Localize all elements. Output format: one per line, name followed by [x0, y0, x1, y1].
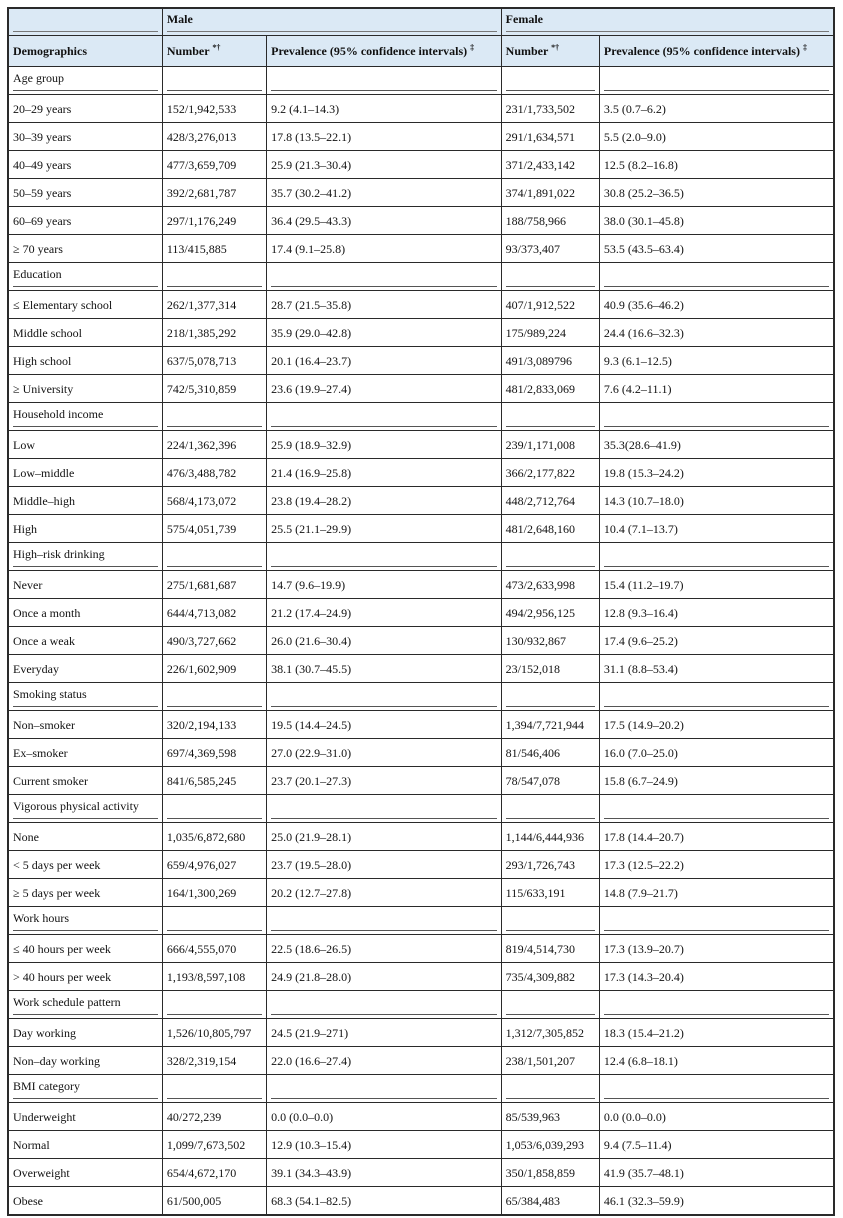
category-row — [8, 907, 834, 935]
male-number: 262/1,377,314 — [162, 291, 266, 319]
male-prevalence: 24.5 (21.9–271) — [267, 1019, 502, 1047]
row-label: > 40 hours per week — [8, 963, 162, 991]
footnote-mark: ‡ — [470, 43, 475, 52]
male-number: 328/2,319,154 — [162, 1047, 266, 1075]
female-number: 350/1,858,859 — [501, 1159, 599, 1187]
female-number: 231/1,733,502 — [501, 95, 599, 123]
table-body — [8, 67, 834, 1216]
male-number: 841/6,585,245 — [162, 767, 266, 795]
male-number: 1,526/10,805,797 — [162, 1019, 266, 1047]
blank-cell — [599, 403, 834, 431]
male-number: 297/1,176,249 — [162, 207, 266, 235]
header-demographics: Demographics — [8, 36, 162, 67]
female-number: 85/539,963 — [501, 1103, 599, 1131]
row-label: ≤ Elementary school — [8, 291, 162, 319]
table-row — [8, 1103, 834, 1131]
category-label: Household income — [8, 403, 162, 431]
female-number: 366/2,177,822 — [501, 459, 599, 487]
male-number: 477/3,659,709 — [162, 151, 266, 179]
table-row — [8, 151, 834, 179]
female-prevalence: 24.4 (16.6–32.3) — [599, 319, 834, 347]
row-label: ≥ 70 years — [8, 235, 162, 263]
female-prevalence: 17.5 (14.9–20.2) — [599, 711, 834, 739]
male-number: 218/1,385,292 — [162, 319, 266, 347]
male-number: 61/500,005 — [162, 1187, 266, 1216]
blank-cell — [599, 543, 834, 571]
male-number: 476/3,488,782 — [162, 459, 266, 487]
male-number: 40/272,239 — [162, 1103, 266, 1131]
blank-cell — [267, 1075, 502, 1103]
blank-cell — [501, 403, 599, 431]
female-number: 239/1,171,008 — [501, 431, 599, 459]
blank-cell — [162, 403, 266, 431]
category-label: Smoking status — [8, 683, 162, 711]
header-blank-cell — [8, 8, 162, 36]
row-label: Low — [8, 431, 162, 459]
male-prevalence: 12.9 (10.3–15.4) — [267, 1131, 502, 1159]
male-number: 568/4,173,072 — [162, 487, 266, 515]
male-prevalence: 0.0 (0.0–0.0) — [267, 1103, 502, 1131]
header-group-row — [8, 8, 834, 36]
row-label: Never — [8, 571, 162, 599]
row-label: High — [8, 515, 162, 543]
table-row — [8, 1159, 834, 1187]
table-row — [8, 207, 834, 235]
header-sub-row — [8, 36, 834, 67]
male-prevalence: 35.7 (30.2–41.2) — [267, 179, 502, 207]
male-number: 392/2,681,787 — [162, 179, 266, 207]
table-row — [8, 459, 834, 487]
table-row — [8, 571, 834, 599]
row-label: 50–59 years — [8, 179, 162, 207]
male-prevalence: 17.8 (13.5–22.1) — [267, 123, 502, 151]
table-row — [8, 487, 834, 515]
table-row — [8, 319, 834, 347]
male-prevalence: 27.0 (22.9–31.0) — [267, 739, 502, 767]
table-row — [8, 599, 834, 627]
row-label: Underweight — [8, 1103, 162, 1131]
female-number: 293/1,726,743 — [501, 851, 599, 879]
male-number: 742/5,310,859 — [162, 375, 266, 403]
header-female-prevalence: Prevalence (95% confidence intervals) ‡ — [599, 36, 834, 67]
male-prevalence: 39.1 (34.3–43.9) — [267, 1159, 502, 1187]
row-label: Once a weak — [8, 627, 162, 655]
category-row — [8, 1075, 834, 1103]
header-male — [162, 8, 501, 36]
male-number: 644/4,713,082 — [162, 599, 266, 627]
row-label: Day working — [8, 1019, 162, 1047]
blank-cell — [501, 991, 599, 1019]
category-row — [8, 991, 834, 1019]
female-number: 371/2,433,142 — [501, 151, 599, 179]
blank-cell — [599, 1075, 834, 1103]
blank-cell — [501, 795, 599, 823]
male-prevalence: 23.8 (19.4–28.2) — [267, 487, 502, 515]
prevalence-table — [7, 7, 835, 1216]
blank-cell — [599, 991, 834, 1019]
female-prevalence: 16.0 (7.0–25.0) — [599, 739, 834, 767]
table-row — [8, 935, 834, 963]
female-prevalence: 17.3 (13.9–20.7) — [599, 935, 834, 963]
category-row — [8, 683, 834, 711]
male-number: 428/3,276,013 — [162, 123, 266, 151]
male-prevalence: 20.1 (16.4–23.7) — [267, 347, 502, 375]
male-prevalence: 38.1 (30.7–45.5) — [267, 655, 502, 683]
female-number: 23/152,018 — [501, 655, 599, 683]
female-prevalence: 9.3 (6.1–12.5) — [599, 347, 834, 375]
row-label: Low–middle — [8, 459, 162, 487]
female-prevalence: 40.9 (35.6–46.2) — [599, 291, 834, 319]
female-prevalence: 41.9 (35.7–48.1) — [599, 1159, 834, 1187]
female-prevalence: 3.5 (0.7–6.2) — [599, 95, 834, 123]
male-prevalence: 36.4 (29.5–43.3) — [267, 207, 502, 235]
table-row — [8, 1131, 834, 1159]
blank-cell — [162, 795, 266, 823]
table-row — [8, 1187, 834, 1216]
male-prevalence: 21.4 (16.9–25.8) — [267, 459, 502, 487]
female-prevalence: 9.4 (7.5–11.4) — [599, 1131, 834, 1159]
male-prevalence: 24.9 (21.8–28.0) — [267, 963, 502, 991]
row-label: < 5 days per week — [8, 851, 162, 879]
blank-cell — [501, 67, 599, 95]
female-prevalence: 15.8 (6.7–24.9) — [599, 767, 834, 795]
table-row — [8, 235, 834, 263]
row-label: Non–smoker — [8, 711, 162, 739]
blank-cell — [599, 263, 834, 291]
blank-cell — [599, 795, 834, 823]
row-label: 40–49 years — [8, 151, 162, 179]
female-prevalence: 14.3 (10.7–18.0) — [599, 487, 834, 515]
male-number: 575/4,051,739 — [162, 515, 266, 543]
table-row — [8, 515, 834, 543]
header-male-label: Male — [167, 12, 497, 32]
blank-cell — [162, 1075, 266, 1103]
row-label: Overweight — [8, 1159, 162, 1187]
female-prevalence: 30.8 (25.2–36.5) — [599, 179, 834, 207]
row-label: Obese — [8, 1187, 162, 1216]
female-prevalence: 19.8 (15.3–24.2) — [599, 459, 834, 487]
male-prevalence: 21.2 (17.4–24.9) — [267, 599, 502, 627]
male-number: 659/4,976,027 — [162, 851, 266, 879]
male-prevalence: 17.4 (9.1–25.8) — [267, 235, 502, 263]
table-row — [8, 655, 834, 683]
male-prevalence: 23.6 (19.9–27.4) — [267, 375, 502, 403]
table-row — [8, 627, 834, 655]
blank-cell — [599, 683, 834, 711]
blank-cell — [267, 991, 502, 1019]
female-number: 735/4,309,882 — [501, 963, 599, 991]
male-prevalence: 25.0 (21.9–28.1) — [267, 823, 502, 851]
female-number: 81/546,406 — [501, 739, 599, 767]
blank-cell — [267, 403, 502, 431]
male-prevalence: 20.2 (12.7–27.8) — [267, 879, 502, 907]
female-number: 238/1,501,207 — [501, 1047, 599, 1075]
female-number: 374/1,891,022 — [501, 179, 599, 207]
header-male-prevalence: Prevalence (95% confidence intervals) ‡ — [267, 36, 502, 67]
row-label: ≥ University — [8, 375, 162, 403]
male-number: 113/415,885 — [162, 235, 266, 263]
female-prevalence: 12.8 (9.3–16.4) — [599, 599, 834, 627]
female-prevalence: 46.1 (32.3–59.9) — [599, 1187, 834, 1216]
male-number: 1,035/6,872,680 — [162, 823, 266, 851]
female-number: 78/547,078 — [501, 767, 599, 795]
male-number: 275/1,681,687 — [162, 571, 266, 599]
blank-cell — [267, 263, 502, 291]
header-male-number: Number *† — [162, 36, 266, 67]
female-number: 93/373,407 — [501, 235, 599, 263]
female-prevalence: 17.3 (12.5–22.2) — [599, 851, 834, 879]
blank-cell — [162, 991, 266, 1019]
row-label: Current smoker — [8, 767, 162, 795]
category-row — [8, 543, 834, 571]
row-label: Middle school — [8, 319, 162, 347]
female-number: 291/1,634,571 — [501, 123, 599, 151]
female-prevalence: 35.3(28.6–41.9) — [599, 431, 834, 459]
table-row — [8, 123, 834, 151]
blank-cell — [162, 67, 266, 95]
header-female-number: Number *† — [501, 36, 599, 67]
row-label: ≥ 5 days per week — [8, 879, 162, 907]
table-row — [8, 1019, 834, 1047]
category-label: BMI category — [8, 1075, 162, 1103]
male-prevalence: 26.0 (21.6–30.4) — [267, 627, 502, 655]
blank-cell — [267, 795, 502, 823]
female-number: 1,312/7,305,852 — [501, 1019, 599, 1047]
female-prevalence: 12.5 (8.2–16.8) — [599, 151, 834, 179]
table-row — [8, 879, 834, 907]
blank-cell — [599, 907, 834, 935]
female-prevalence: 31.1 (8.8–53.4) — [599, 655, 834, 683]
male-number: 1,193/8,597,108 — [162, 963, 266, 991]
female-number: 819/4,514,730 — [501, 935, 599, 963]
blank-cell — [501, 907, 599, 935]
female-number: 188/758,966 — [501, 207, 599, 235]
male-prevalence: 23.7 (20.1–27.3) — [267, 767, 502, 795]
female-number: 130/932,867 — [501, 627, 599, 655]
table-row — [8, 179, 834, 207]
row-label: Everyday — [8, 655, 162, 683]
male-number: 666/4,555,070 — [162, 935, 266, 963]
table-row — [8, 95, 834, 123]
row-label: None — [8, 823, 162, 851]
female-number: 1,144/6,444,936 — [501, 823, 599, 851]
blank-cell — [267, 67, 502, 95]
table-row — [8, 963, 834, 991]
female-prevalence: 7.6 (4.2–11.1) — [599, 375, 834, 403]
table-row — [8, 767, 834, 795]
table-row — [8, 711, 834, 739]
female-prevalence: 17.4 (9.6–25.2) — [599, 627, 834, 655]
male-number: 697/4,369,598 — [162, 739, 266, 767]
blank-cell — [267, 907, 502, 935]
male-number: 1,099/7,673,502 — [162, 1131, 266, 1159]
female-prevalence: 14.8 (7.9–21.7) — [599, 879, 834, 907]
male-prevalence: 14.7 (9.6–19.9) — [267, 571, 502, 599]
row-label: 20–29 years — [8, 95, 162, 123]
category-row — [8, 263, 834, 291]
blank-cell — [162, 907, 266, 935]
blank-cell — [267, 683, 502, 711]
row-label: ≤ 40 hours per week — [8, 935, 162, 963]
category-row — [8, 403, 834, 431]
female-prevalence: 18.3 (15.4–21.2) — [599, 1019, 834, 1047]
table-row — [8, 347, 834, 375]
table-row — [8, 739, 834, 767]
blank-cell — [501, 683, 599, 711]
row-label: Once a month — [8, 599, 162, 627]
category-label: High–risk drinking — [8, 543, 162, 571]
male-number: 164/1,300,269 — [162, 879, 266, 907]
female-number: 481/2,648,160 — [501, 515, 599, 543]
row-label: 30–39 years — [8, 123, 162, 151]
category-row — [8, 795, 834, 823]
category-label: Work schedule pattern — [8, 991, 162, 1019]
female-number: 491/3,089796 — [501, 347, 599, 375]
male-prevalence: 19.5 (14.4–24.5) — [267, 711, 502, 739]
female-number: 473/2,633,998 — [501, 571, 599, 599]
male-number: 152/1,942,533 — [162, 95, 266, 123]
category-label: Age group — [8, 67, 162, 95]
female-prevalence: 12.4 (6.8–18.1) — [599, 1047, 834, 1075]
row-label: Middle–high — [8, 487, 162, 515]
blank-cell — [501, 263, 599, 291]
female-number: 175/989,224 — [501, 319, 599, 347]
male-prevalence: 25.9 (18.9–32.9) — [267, 431, 502, 459]
female-number: 115/633,191 — [501, 879, 599, 907]
male-prevalence: 23.7 (19.5–28.0) — [267, 851, 502, 879]
blank-cell — [162, 543, 266, 571]
footnote-mark: ‡ — [802, 43, 807, 52]
table-row — [8, 375, 834, 403]
blank-cell — [501, 1075, 599, 1103]
footnote-marks: *† — [212, 43, 221, 52]
female-number: 1,053/6,039,293 — [501, 1131, 599, 1159]
male-prevalence: 9.2 (4.1–14.3) — [267, 95, 502, 123]
table-row — [8, 823, 834, 851]
category-row — [8, 67, 834, 95]
male-prevalence: 22.0 (16.6–27.4) — [267, 1047, 502, 1075]
female-number: 448/2,712,764 — [501, 487, 599, 515]
male-number: 654/4,672,170 — [162, 1159, 266, 1187]
blank-cell — [162, 263, 266, 291]
female-prevalence: 53.5 (43.5–63.4) — [599, 235, 834, 263]
female-number: 481/2,833,069 — [501, 375, 599, 403]
male-number: 490/3,727,662 — [162, 627, 266, 655]
male-prevalence: 35.9 (29.0–42.8) — [267, 319, 502, 347]
table-row — [8, 851, 834, 879]
row-label: High school — [8, 347, 162, 375]
female-prevalence: 38.0 (30.1–45.8) — [599, 207, 834, 235]
male-prevalence: 25.9 (21.3–30.4) — [267, 151, 502, 179]
footnote-marks: *† — [551, 43, 560, 52]
male-number: 224/1,362,396 — [162, 431, 266, 459]
table-row — [8, 1047, 834, 1075]
table-row — [8, 291, 834, 319]
row-label: Ex–smoker — [8, 739, 162, 767]
row-label: 60–69 years — [8, 207, 162, 235]
row-label: Normal — [8, 1131, 162, 1159]
blank-cell — [267, 543, 502, 571]
blank-cell — [162, 683, 266, 711]
male-prevalence: 28.7 (21.5–35.8) — [267, 291, 502, 319]
male-number: 637/5,078,713 — [162, 347, 266, 375]
male-prevalence: 22.5 (18.6–26.5) — [267, 935, 502, 963]
male-prevalence: 25.5 (21.1–29.9) — [267, 515, 502, 543]
table-row — [8, 431, 834, 459]
row-label: Non–day working — [8, 1047, 162, 1075]
category-label: Education — [8, 263, 162, 291]
male-prevalence: 68.3 (54.1–82.5) — [267, 1187, 502, 1216]
female-number: 1,394/7,721,944 — [501, 711, 599, 739]
header-female-label: Female — [506, 12, 829, 32]
female-prevalence: 17.3 (14.3–20.4) — [599, 963, 834, 991]
male-number: 226/1,602,909 — [162, 655, 266, 683]
category-label: Work hours — [8, 907, 162, 935]
female-number: 494/2,956,125 — [501, 599, 599, 627]
female-prevalence: 17.8 (14.4–20.7) — [599, 823, 834, 851]
blank-cell — [501, 543, 599, 571]
male-number: 320/2,194,133 — [162, 711, 266, 739]
female-prevalence: 15.4 (11.2–19.7) — [599, 571, 834, 599]
female-prevalence: 10.4 (7.1–13.7) — [599, 515, 834, 543]
female-number: 65/384,483 — [501, 1187, 599, 1216]
female-number: 407/1,912,522 — [501, 291, 599, 319]
category-label: Vigorous physical activity — [8, 795, 162, 823]
header-female — [501, 8, 834, 36]
female-prevalence: 0.0 (0.0–0.0) — [599, 1103, 834, 1131]
female-prevalence: 5.5 (2.0–9.0) — [599, 123, 834, 151]
blank-cell — [599, 67, 834, 95]
